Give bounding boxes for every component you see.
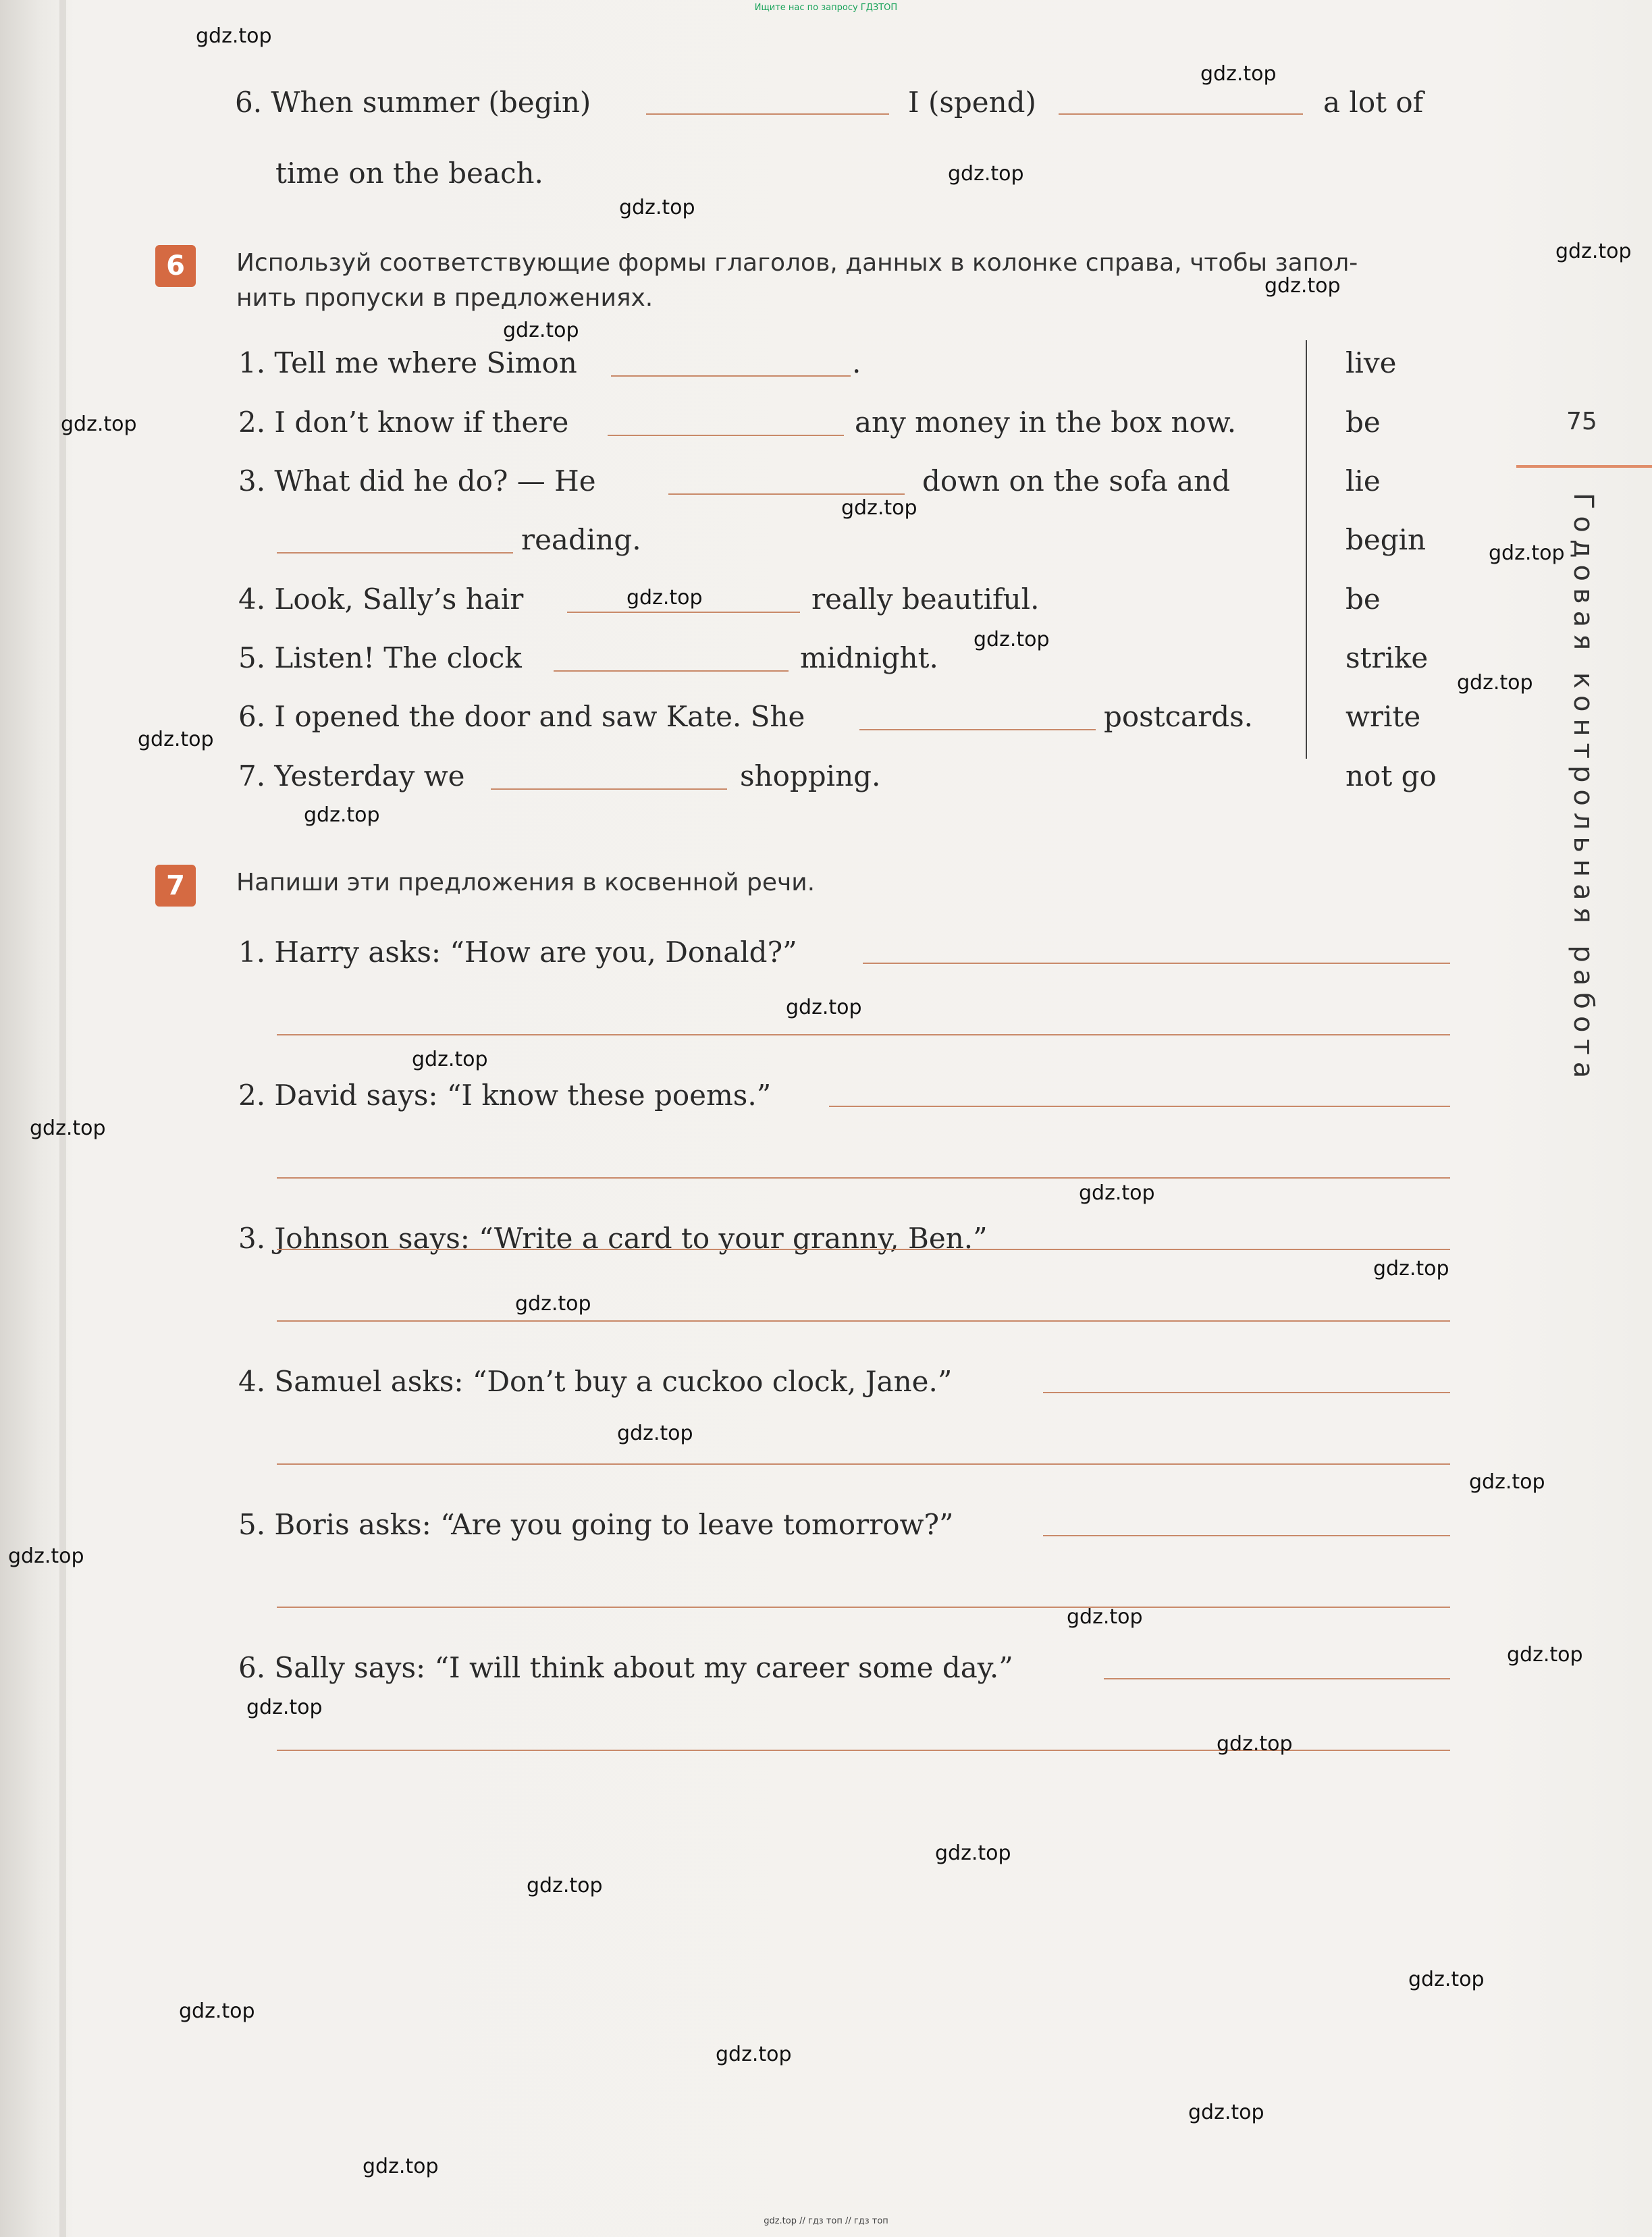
verb-be-2: be <box>1345 583 1381 616</box>
watermark: gdz.top <box>619 196 695 219</box>
verb-lie: lie <box>1345 464 1381 497</box>
prev-item-part1: 6. When summer (begin) <box>235 86 591 119</box>
task-6-item-3: 3. What did he do? — He <box>238 464 596 497</box>
task-6-item-6: 6. I opened the door and saw Kate. She <box>238 700 805 733</box>
watermark: gdz.top <box>716 2043 792 2066</box>
task-7-item-3-answer-line-2[interactable] <box>277 1320 1450 1322</box>
task-6-item-2: 2. I don’t know if there <box>238 406 569 439</box>
watermark: gdz.top <box>1408 1968 1485 1991</box>
task-7-item-6: 6. Sally says: “I will think about my career some day.” <box>238 1651 1013 1684</box>
watermark: gdz.top <box>527 1874 603 1897</box>
task-6-item-7: 7. Yesterday we <box>238 759 465 792</box>
prev-item-blank-1[interactable] <box>646 113 889 115</box>
watermark: gdz.top <box>786 996 862 1019</box>
task-7-item-2-answer-line-2[interactable] <box>277 1177 1450 1179</box>
task-7-item-1: 1. Harry asks: “How are you, Donald?” <box>238 936 797 969</box>
watermark: gdz.top <box>1373 1257 1449 1281</box>
watermark: gdz.top <box>935 1841 1011 1865</box>
task-6-number: 6 <box>155 245 196 287</box>
task-6-instruction-line2: нить пропуски в предложениях. <box>236 284 654 312</box>
task-6-instruction-line1: Используй соответствующие формы глаголов, данных в колонке справа, чтобы запол- <box>236 249 1358 277</box>
prev-item-part3: a lot of <box>1323 86 1424 119</box>
task-7-item-3: 3. Johnson says: “Write a card to your granny, Ben.” <box>238 1222 988 1255</box>
task-6-item-5: 5. Listen! The clock <box>238 641 522 674</box>
verb-write: write <box>1345 700 1421 733</box>
prev-item-part2: I (spend) <box>908 86 1036 119</box>
watermark: gdz.top <box>515 1292 591 1316</box>
verb-live: live <box>1345 346 1397 379</box>
task-6-item-6-end: postcards. <box>1104 700 1254 733</box>
watermark: gdz.top <box>30 1116 106 1140</box>
watermark: gdz.top <box>179 1999 255 2023</box>
task-6-item-4-end: really beautiful. <box>811 583 1040 616</box>
task-6-item-2-end: any money in the box now. <box>855 406 1237 439</box>
task-6-item-3-blank-2[interactable] <box>277 552 513 554</box>
watermark: gdz.top <box>8 1544 84 1568</box>
watermark: gdz.top <box>1200 62 1277 86</box>
task-6-item-4-blank[interactable] <box>567 612 800 613</box>
watermark: gdz.top <box>1217 1732 1293 1756</box>
verb-not-go: not go <box>1345 759 1437 792</box>
chapter-tab-line <box>1516 465 1652 468</box>
task-6-item-3-blank-1[interactable] <box>668 493 905 495</box>
task-6-item-1-blank[interactable] <box>611 375 851 377</box>
task-7-item-4: 4. Samuel asks: “Don’t buy a cuckoo clock, Jane.” <box>238 1365 953 1398</box>
prev-item-blank-2[interactable] <box>1059 113 1303 115</box>
verb-strike: strike <box>1345 641 1429 674</box>
page-number: 75 <box>1566 408 1597 435</box>
task-7-item-6-answer-line-1[interactable] <box>1104 1678 1450 1679</box>
watermark: gdz.top <box>363 2155 439 2178</box>
task-6-item-5-end: midnight. <box>800 641 938 674</box>
watermark: gdz.top <box>627 586 703 610</box>
watermark: gdz.top <box>1264 274 1341 298</box>
task-7-item-5-answer-line-2[interactable] <box>277 1607 1450 1608</box>
task-7-item-3-answer-line-1[interactable] <box>277 1249 1450 1250</box>
task-7-item-5-answer-line-1[interactable] <box>1043 1535 1450 1536</box>
verb-column-divider <box>1306 340 1307 759</box>
task-6-item-4: 4. Look, Sally’s hair <box>238 583 524 616</box>
task-6-item-6-blank[interactable] <box>859 729 1096 730</box>
task-7-item-1-answer-line-1[interactable] <box>863 963 1450 964</box>
watermark: gdz.top <box>412 1048 488 1071</box>
watermark: gdz.top <box>1507 1643 1583 1667</box>
task-6-item-2-blank[interactable] <box>608 435 844 436</box>
watermark: gdz.top <box>1188 2101 1264 2124</box>
task-6-item-1: 1. Tell me where Simon <box>238 346 577 379</box>
task-6-item-1-end: . <box>852 346 861 379</box>
task-7-number: 7 <box>155 865 196 907</box>
watermark: gdz.top <box>948 162 1024 186</box>
watermark: gdz.top <box>1457 671 1533 695</box>
bottom-note: gdz.top // гдз топ // гдз топ <box>764 2216 888 2226</box>
task-6-item-5-blank[interactable] <box>554 670 789 672</box>
watermark: gdz.top <box>304 803 380 827</box>
task-7-item-2: 2. David says: “I know these poems.” <box>238 1079 772 1112</box>
side-section-title: Годовая контрольная работа <box>1568 493 1599 1085</box>
task-7-item-1-answer-line-2[interactable] <box>277 1034 1450 1035</box>
task-7-item-4-answer-line-1[interactable] <box>1043 1392 1450 1393</box>
watermark: gdz.top <box>138 728 214 751</box>
watermark: gdz.top <box>1555 240 1632 263</box>
verb-begin: begin <box>1345 523 1427 556</box>
watermark: gdz.top <box>974 628 1050 651</box>
task-7-item-4-answer-line-2[interactable] <box>277 1463 1450 1465</box>
task-7-instruction: Напиши эти предложения в косвенной речи. <box>236 869 816 896</box>
prev-item-part4: time on the beach. <box>275 157 543 190</box>
task-6-item-3-cont: reading. <box>521 523 641 556</box>
task-7-item-2-answer-line-1[interactable] <box>829 1106 1450 1107</box>
task-6-item-7-blank[interactable] <box>491 788 727 790</box>
top-note: Ищите нас по запросу ГДЗТОП <box>754 3 898 13</box>
watermark: gdz.top <box>503 319 579 342</box>
watermark: gdz.top <box>1469 1470 1545 1494</box>
task-6-item-3-end: down on the sofa and <box>922 464 1231 497</box>
task-6-item-7-end: shopping. <box>740 759 881 792</box>
watermark: gdz.top <box>1067 1605 1143 1629</box>
watermark: gdz.top <box>617 1422 693 1445</box>
verb-be-1: be <box>1345 406 1381 439</box>
watermark: gdz.top <box>841 496 917 520</box>
watermark: gdz.top <box>246 1696 323 1719</box>
watermark: gdz.top <box>1079 1181 1155 1205</box>
task-7-item-5: 5. Boris asks: “Are you going to leave tomorrow?” <box>238 1508 954 1541</box>
watermark: gdz.top <box>61 412 137 436</box>
watermark: gdz.top <box>1489 541 1565 565</box>
watermark: gdz.top <box>196 24 272 48</box>
